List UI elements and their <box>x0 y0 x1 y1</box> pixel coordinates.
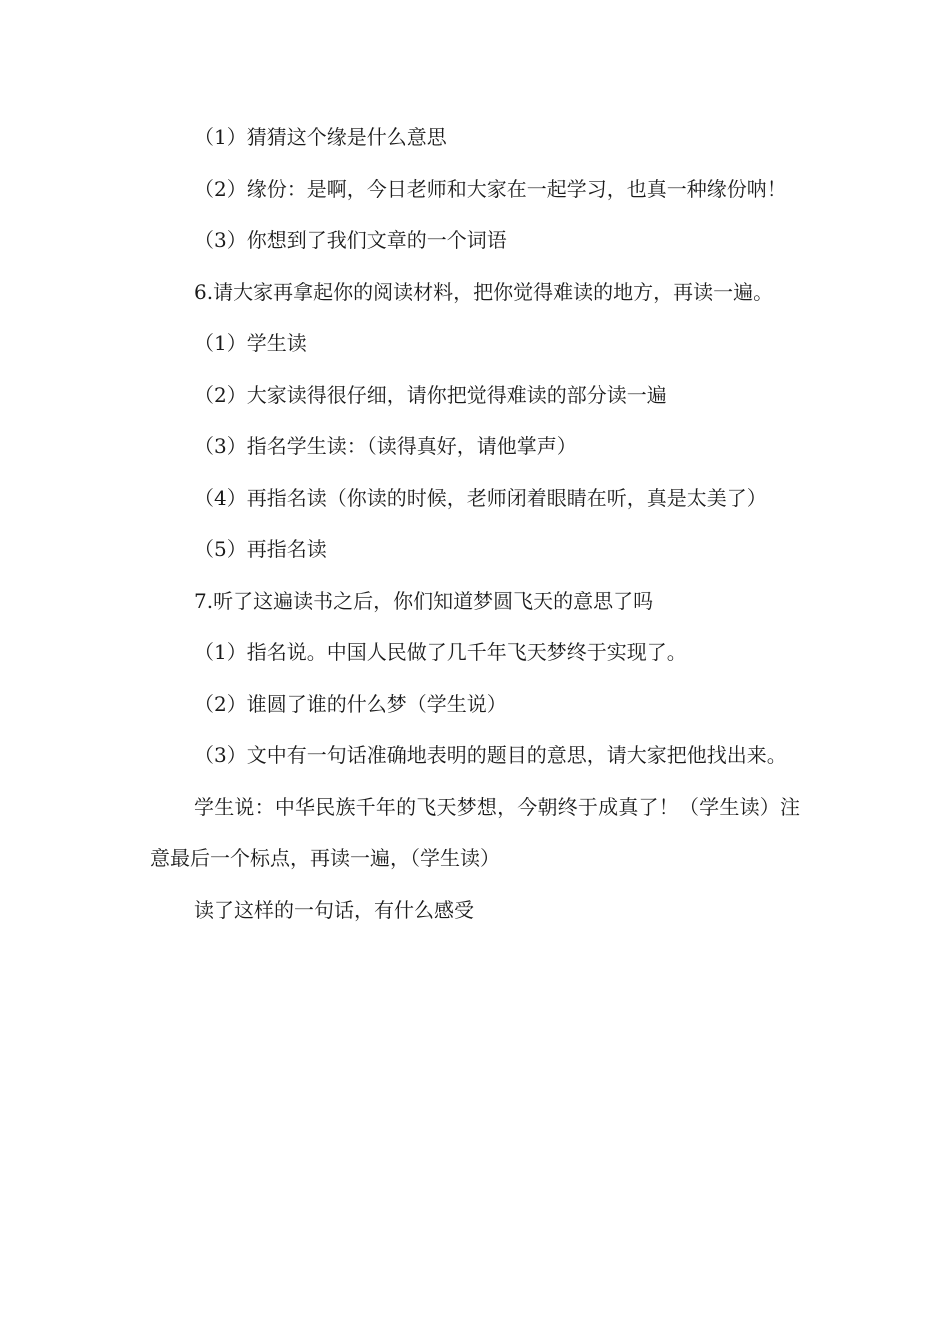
paragraph-15: 读了这样的一句话，有什么感受 <box>194 897 474 922</box>
paragraph-13: （3）文中有一句话准确地表明的题目的意思，请大家把他找出来。 <box>194 743 787 767</box>
paragraph-12: （2）谁圆了谁的什么梦（学生说） <box>194 691 507 716</box>
paragraph-14: 学生说：中华民族千年的飞天梦想，今朝终于成真了！（学生读）注意最后一个标点，再读一遍，（学生读） <box>150 794 800 870</box>
paragraph-8: （4）再指名读（你读的时候，老师闭着眼睛在听，真是太美了） <box>194 485 767 510</box>
paragraph-3: （3）你想到了我们文章的一个词语 <box>194 228 507 252</box>
paragraph-9: （5）再指名读 <box>194 537 327 561</box>
paragraph-5: （1）学生读 <box>194 331 307 355</box>
paragraph-4: 6.请大家再拿起你的阅读材料，把你觉得难读的地方，再读一遍。 <box>194 279 774 304</box>
paragraph-7: （3）指名学生读：（读得真好，请他掌声） <box>194 434 577 458</box>
paragraph-6: （2）大家读得很仔细，请你把觉得难读的部分读一遍 <box>194 382 667 407</box>
paragraph-1: （1）猜猜这个缘是什么意思 <box>194 125 447 149</box>
document-body <box>150 112 800 936</box>
paragraph-2: （2）缘份：是啊，今日老师和大家在一起学习，也真一种缘份呐！ <box>194 176 787 201</box>
paragraph-10: 7.听了这遍读书之后，你们知道梦圆飞天的意思了吗 <box>194 588 654 613</box>
paragraph-11: （1）指名说。中国人民做了几千年飞天梦终于实现了。 <box>194 640 687 664</box>
